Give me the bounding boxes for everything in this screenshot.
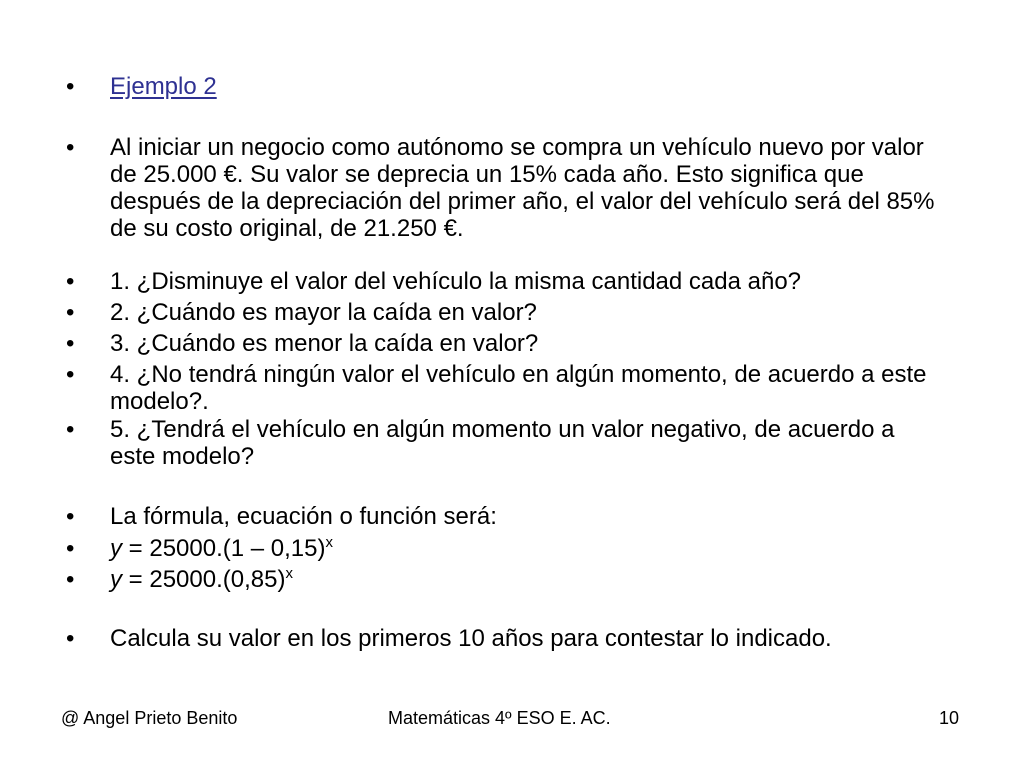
formula-2-variable: y [110,566,122,593]
bullet-dot: • [66,361,75,388]
formula-1-exponent: x [325,534,333,551]
closing-text: Calcula su valor en los primeros 10 años para contestar lo indicado. [110,625,832,652]
formula-1-expression: = 25000.(1 – 0,15) [122,535,326,562]
formula-2-exponent: x [285,565,293,582]
bullet-dot: • [66,535,75,562]
bullet-dot: • [66,268,75,295]
bullet-dot: • [66,566,75,593]
formula-2 [110,566,950,593]
bullet-dot: • [66,73,75,100]
bullet-dot: • [66,625,75,652]
bullet-dot: • [66,330,75,357]
formula-1 [110,535,950,562]
bullet-dot: • [66,416,75,443]
bullet-dot: • [66,134,75,161]
slide-title[interactable]: Ejemplo 2 [110,73,217,100]
footer-page-number: 10 [939,708,960,728]
bullet-dot: • [66,299,75,326]
intro-text: Al iniciar un negocio como autónomo se compra un vehículo nuevo por valor de 25.000 €. Su valor se deprecia un 15% cada año. Esto significa que después de la depreciación del primer año, el valor del vehículo será del 85% de su costo original, de 21.250 €. [110,134,935,242]
question-5-text: 5. ¿Tendrá el vehículo en algún momento un valor negativo, de acuerdo a este modelo? [110,416,895,470]
bullet-dot: • [66,503,75,530]
question-3-text: 3. ¿Cuándo es menor la caída en valor? [110,330,539,357]
footer-course: Matemáticas 4º ESO E. AC. [388,708,611,728]
footer-author: @ Angel Prieto Benito [61,708,238,728]
formula-intro-text: La fórmula, ecuación o función será: [110,503,497,530]
question-1-text: 1. ¿Disminuye el valor del vehículo la misma cantidad cada año? [110,268,802,295]
formula-1-variable: y [110,535,122,562]
question-4-text: 4. ¿No tendrá ningún valor el vehículo en algún momento, de acuerdo a este modelo?. [110,361,927,415]
question-2-text: 2. ¿Cuándo es mayor la caída en valor? [110,299,537,326]
formula-2-expression: = 25000.(0,85) [122,566,286,593]
